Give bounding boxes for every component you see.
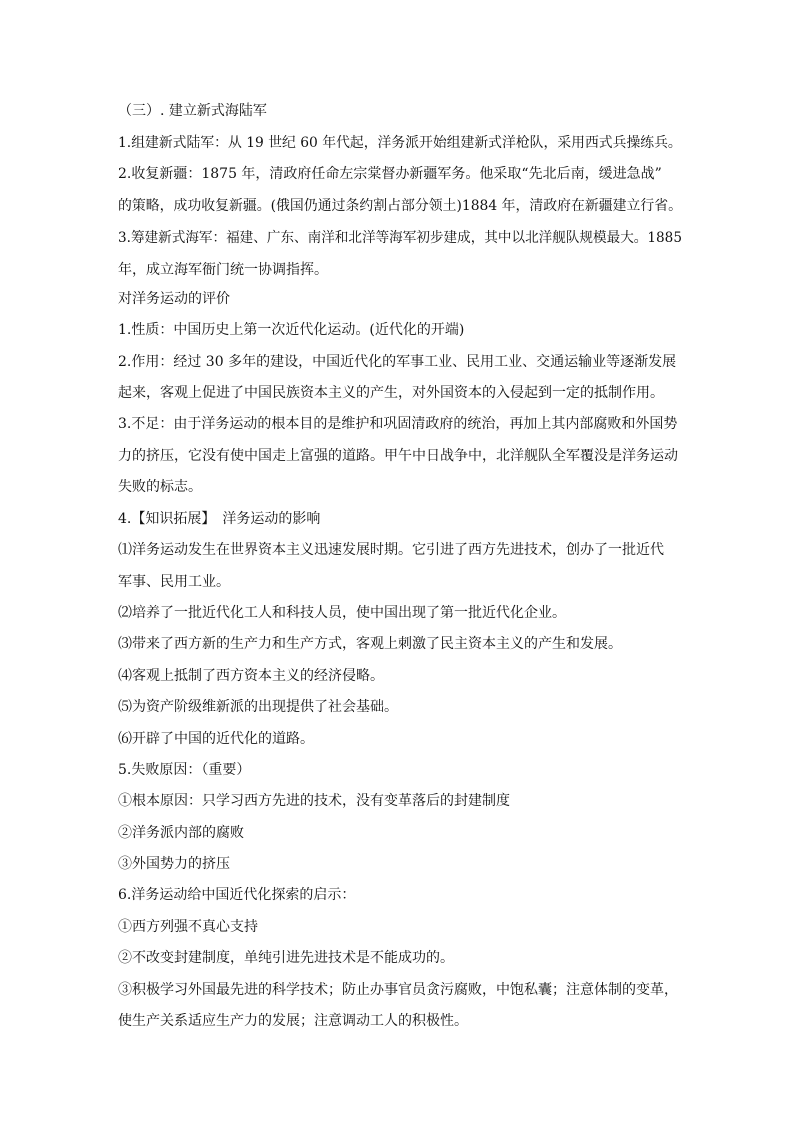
influence-item-3: ⑶带来了西方新的生产力和生产方式，客观上刺激了民主资本主义的产生和发展。 <box>118 636 622 652</box>
lessons-item-3a: ③积极学习外国最先进的科学技术；防止办事官员贪污腐败，中饱私囊；注意体制的变革， <box>118 982 678 998</box>
lessons-item-1: ①西方列强不真心支持 <box>118 919 258 935</box>
effect-line-1: 2.作用：经过 30 多年的建设，中国近代化的军事工业、民用工业、交通运输业等逐渐发展 <box>118 354 677 370</box>
failure-item-1: ①根本原因：只学习西方先进的技术，没有变革落后的封建制度 <box>118 793 510 809</box>
failure-item-2: ②洋务派内部的腐败 <box>118 825 244 841</box>
influence-item-1a: ⑴洋务运动发生在世界资本主义迅速发展时期。它引进了西方先进技术，创办了一批近代 <box>118 542 664 558</box>
xinjiang-line-2: 的策略，成功收复新疆。(俄国仍通过条约割占部分领土)1884 年，清政府在新疆建立行省。 <box>118 198 683 214</box>
shortcomings-line-2: 力的挤压，它没有使中国走上富强的道路。甲午中日战争中，北洋舰队全军覆没是洋务运动 <box>118 448 678 464</box>
influence-item-6: ⑹开辟了中国的近代化的道路。 <box>118 731 314 747</box>
navy-line-1: 3.筹建新式海军：福建、广东、南洋和北洋等海军初步建成，其中以北洋舰队规模最大。1885 <box>118 230 682 246</box>
influence-item-1b: 军事、民用工业。 <box>118 574 230 590</box>
shortcomings-line-3: 失败的标志。 <box>118 479 202 495</box>
lessons-heading: 6.洋务运动给中国近代化探索的启示： <box>118 887 356 903</box>
navy-line-2: 年，成立海军衙门统一协调指挥。 <box>118 262 328 278</box>
failure-item-3: ③外国势力的挤压 <box>118 856 230 872</box>
section-heading: （三）. 建立新式海陆军 <box>118 103 267 119</box>
influence-item-5: ⑸为资产阶级维新派的出现提供了社会基础。 <box>118 699 398 715</box>
xinjiang-line-1: 2.收复新疆：1875 年，清政府任命左宗棠督办新疆军务。他采取“先北后南，缓进急战” <box>118 166 662 182</box>
failure-heading: 5.失败原因：（重要） <box>118 762 251 778</box>
influence-item-2: ⑵培养了一批近代化工人和科技人员，使中国出现了第一批近代化企业。 <box>118 605 566 621</box>
extension-heading: 4.【知识拓展】 洋务运动的影响 <box>118 511 321 527</box>
lessons-item-3b: 使生产关系适应生产力的发展；注意调动工人的积极性。 <box>118 1013 468 1029</box>
influence-item-4: ⑷客观上抵制了西方资本主义的经济侵略。 <box>118 668 384 684</box>
evaluation-heading: 对洋务运动的评价 <box>118 291 230 307</box>
shortcomings-line-1: 3.不足：由于洋务运动的根本目的是维护和巩固清政府的统治，再加上其内部腐败和外国势 <box>118 416 678 432</box>
effect-line-2: 起来，客观上促进了中国民族资本主义的产生，对外国资本的入侵起到一定的抵制作用。 <box>118 385 664 401</box>
army-paragraph: 1.组建新式陆军：从 19 世纪 60 年代起，洋务派开始组建新式洋枪队，采用西式兵操练兵。 <box>118 135 682 151</box>
lessons-item-2: ②不改变封建制度，单纯引进先进技术是不能成功的。 <box>118 950 454 966</box>
nature-paragraph: 1.性质：中国历史上第一次近代化运动。(近代化的开端) <box>118 322 465 338</box>
